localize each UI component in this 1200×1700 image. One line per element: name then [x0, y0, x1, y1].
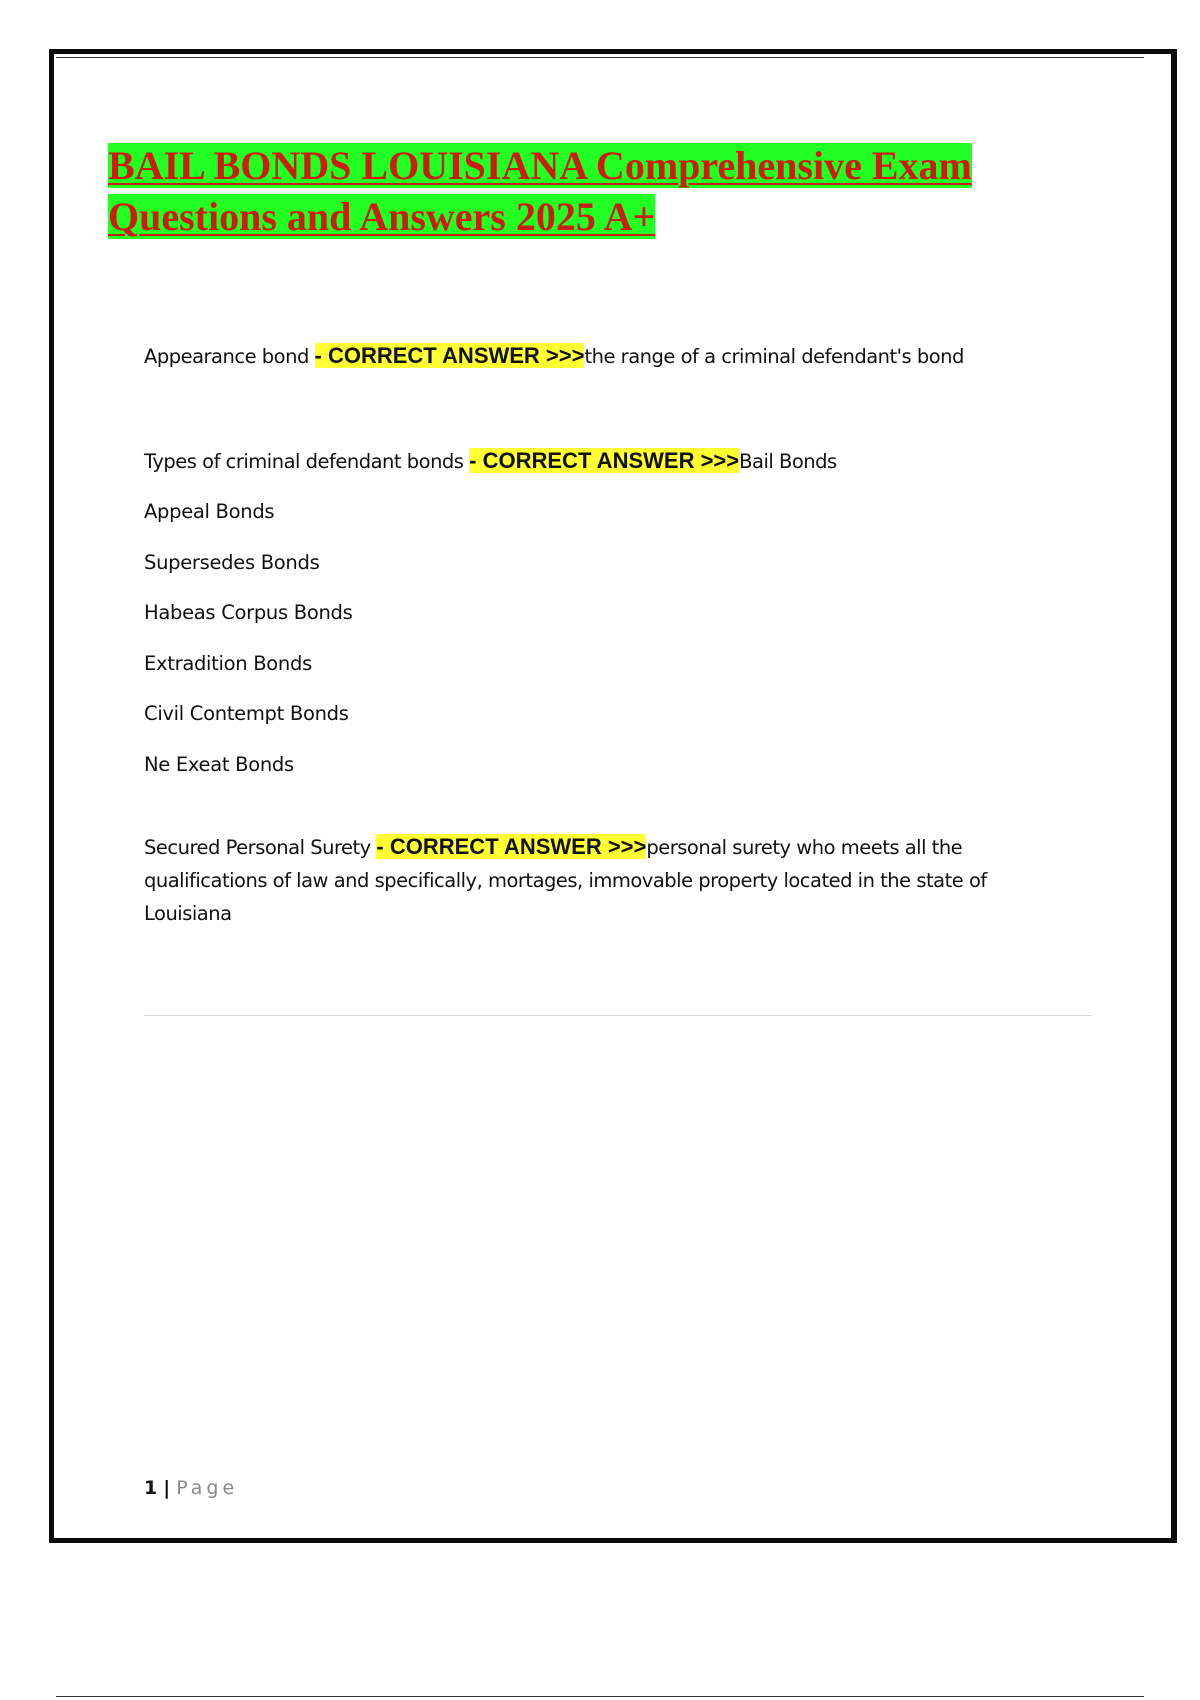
title-line-1: BAIL BONDS LOUISIANA Comprehensive Exam	[108, 143, 972, 188]
top-rule	[56, 57, 1144, 58]
answer-text: Bail Bonds	[739, 450, 837, 473]
answer-list-item: Appeal Bonds	[144, 500, 275, 523]
title-line-2: Questions and Answers 2025 A+	[108, 194, 656, 239]
document-title	[108, 140, 1108, 242]
answer-list-item: Civil Contempt Bonds	[144, 702, 349, 725]
question-text: Secured Personal Surety	[144, 836, 377, 859]
answer-text: personal surety who meets all the qualifications of law and specifically, mortages, immovable property located in the state of Louisiana	[144, 836, 987, 925]
answer-text: the range of a criminal defendant's bond	[584, 345, 964, 368]
correct-answer-marker: - CORRECT ANSWER >>>	[469, 448, 740, 473]
page-label: Page	[176, 1477, 239, 1499]
bottom-rule	[56, 1696, 1144, 1697]
page-footer	[144, 1474, 238, 1502]
question-text: Types of criminal defendant bonds	[144, 450, 470, 473]
answer-list-item: Supersedes Bonds	[144, 551, 320, 574]
question-text: Appearance bond	[144, 345, 315, 368]
qa-item-secured-personal-surety	[144, 830, 1064, 930]
answer-list-item: Habeas Corpus Bonds	[144, 601, 353, 624]
correct-answer-marker: - CORRECT ANSWER >>>	[376, 834, 647, 859]
section-divider	[144, 1015, 1092, 1016]
answer-list-item: Extradition Bonds	[144, 652, 312, 675]
correct-answer-marker: - CORRECT ANSWER >>>	[314, 343, 585, 368]
qa-item-appearance-bond	[144, 339, 1064, 373]
page-border	[49, 49, 1177, 1543]
qa-item-types-of-bonds	[144, 444, 1064, 478]
answer-list-item: Ne Exeat Bonds	[144, 753, 294, 776]
footer-separator: |	[163, 1477, 171, 1499]
page-number: 1	[144, 1477, 158, 1499]
